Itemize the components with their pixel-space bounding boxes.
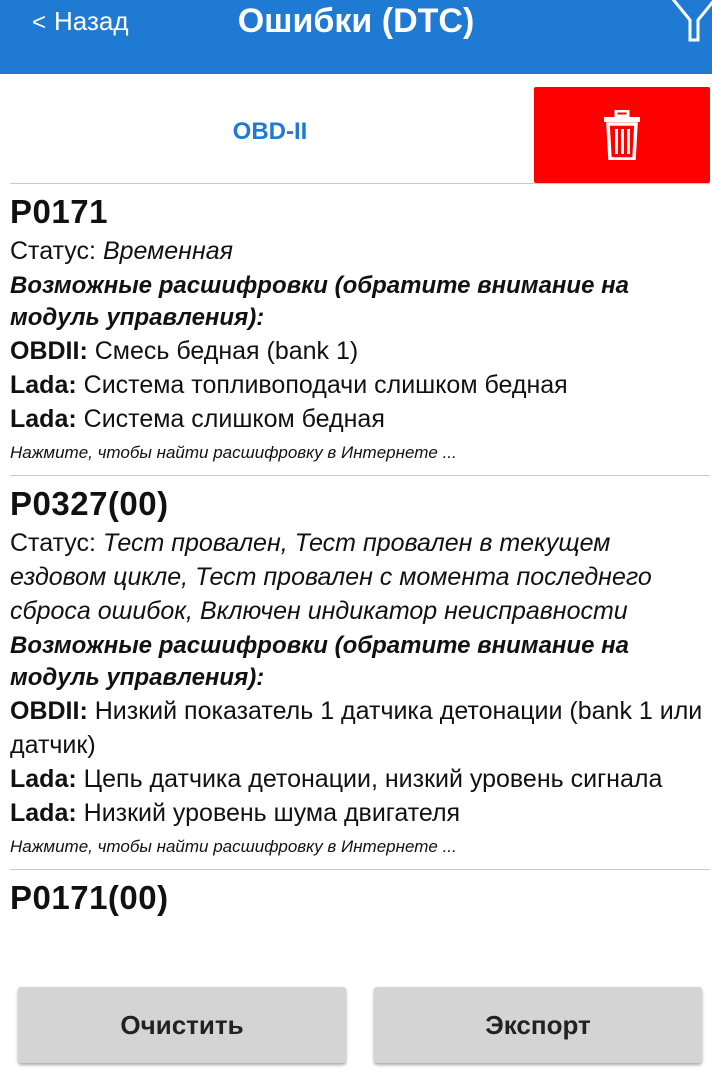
decoding-item (10, 334, 710, 368)
delete-button[interactable] (534, 87, 710, 183)
decoding-item (10, 368, 710, 402)
dtc-code: P0171 (10, 193, 108, 230)
dtc-entry[interactable] (10, 869, 710, 929)
chevron-left-icon: < (32, 9, 47, 36)
tab-obd-ii[interactable]: OBD-II (232, 118, 308, 145)
decodings-heading: Возможные расшифровки (обратите внимание на модуль управления): (10, 272, 629, 331)
decoding-source: OBDII: (10, 697, 88, 725)
decoding-item (10, 402, 710, 436)
status-value: Временная (102, 237, 233, 265)
back-button-label: Назад (54, 6, 129, 36)
search-online-link[interactable]: Нажмите, чтобы найти расшифровку в Интернете ... (10, 837, 457, 856)
decoding-text: Смесь бедная (bank 1) (94, 337, 359, 365)
export-button[interactable]: Экспорт (374, 987, 702, 1063)
decoding-source: OBDII: (10, 337, 88, 365)
decoding-source: Lada: (10, 799, 77, 827)
decoding-source: Lada: (10, 405, 77, 433)
decodings-heading: Возможные расшифровки (обратите внимание на модуль управления): (10, 632, 629, 691)
decoding-text: Система топливоподачи слишком бедная (83, 371, 568, 399)
decoding-source: Lada: (10, 371, 77, 399)
decoding-source: Lada: (10, 765, 77, 793)
toolbar (0, 74, 712, 184)
decoding-text: Низкий уровень шума двигателя (83, 799, 461, 827)
page-title: Ошибки (DTC) (237, 2, 475, 40)
filter-icon[interactable] (668, 0, 712, 42)
search-online-link[interactable]: Нажмите, чтобы найти расшифровку в Интернете ... (10, 443, 457, 462)
decoding-text: Низкий показатель 1 датчика детонации (bank 1 или датчик) (10, 697, 703, 759)
status-line (10, 526, 710, 628)
clear-button[interactable]: Очистить (18, 987, 346, 1063)
status-value: Тест провален, Тест провален в текущем ездовом цикле, Тест провален с момента последнего сброса ошибок, Включен индикатор неисправности (10, 529, 652, 625)
dtc-code: P0171(00) (10, 879, 169, 916)
status-label: Статус: (10, 529, 96, 557)
decoding-text: Система слишком бедная (83, 405, 385, 433)
dtc-entry[interactable] (10, 183, 710, 475)
dtc-entry[interactable] (10, 475, 710, 869)
status-line (10, 234, 710, 268)
status-label: Статус: (10, 237, 96, 265)
decoding-item (10, 796, 710, 830)
trash-icon (604, 110, 640, 160)
decoding-text: Цепь датчика детонации, низкий уровень сигнала (83, 765, 663, 793)
decoding-item (10, 762, 710, 796)
dtc-list[interactable] (10, 183, 710, 950)
dtc-code: P0327(00) (10, 485, 169, 522)
decoding-item (10, 694, 710, 762)
app-header (0, 0, 712, 74)
bottom-bar (0, 950, 712, 1068)
